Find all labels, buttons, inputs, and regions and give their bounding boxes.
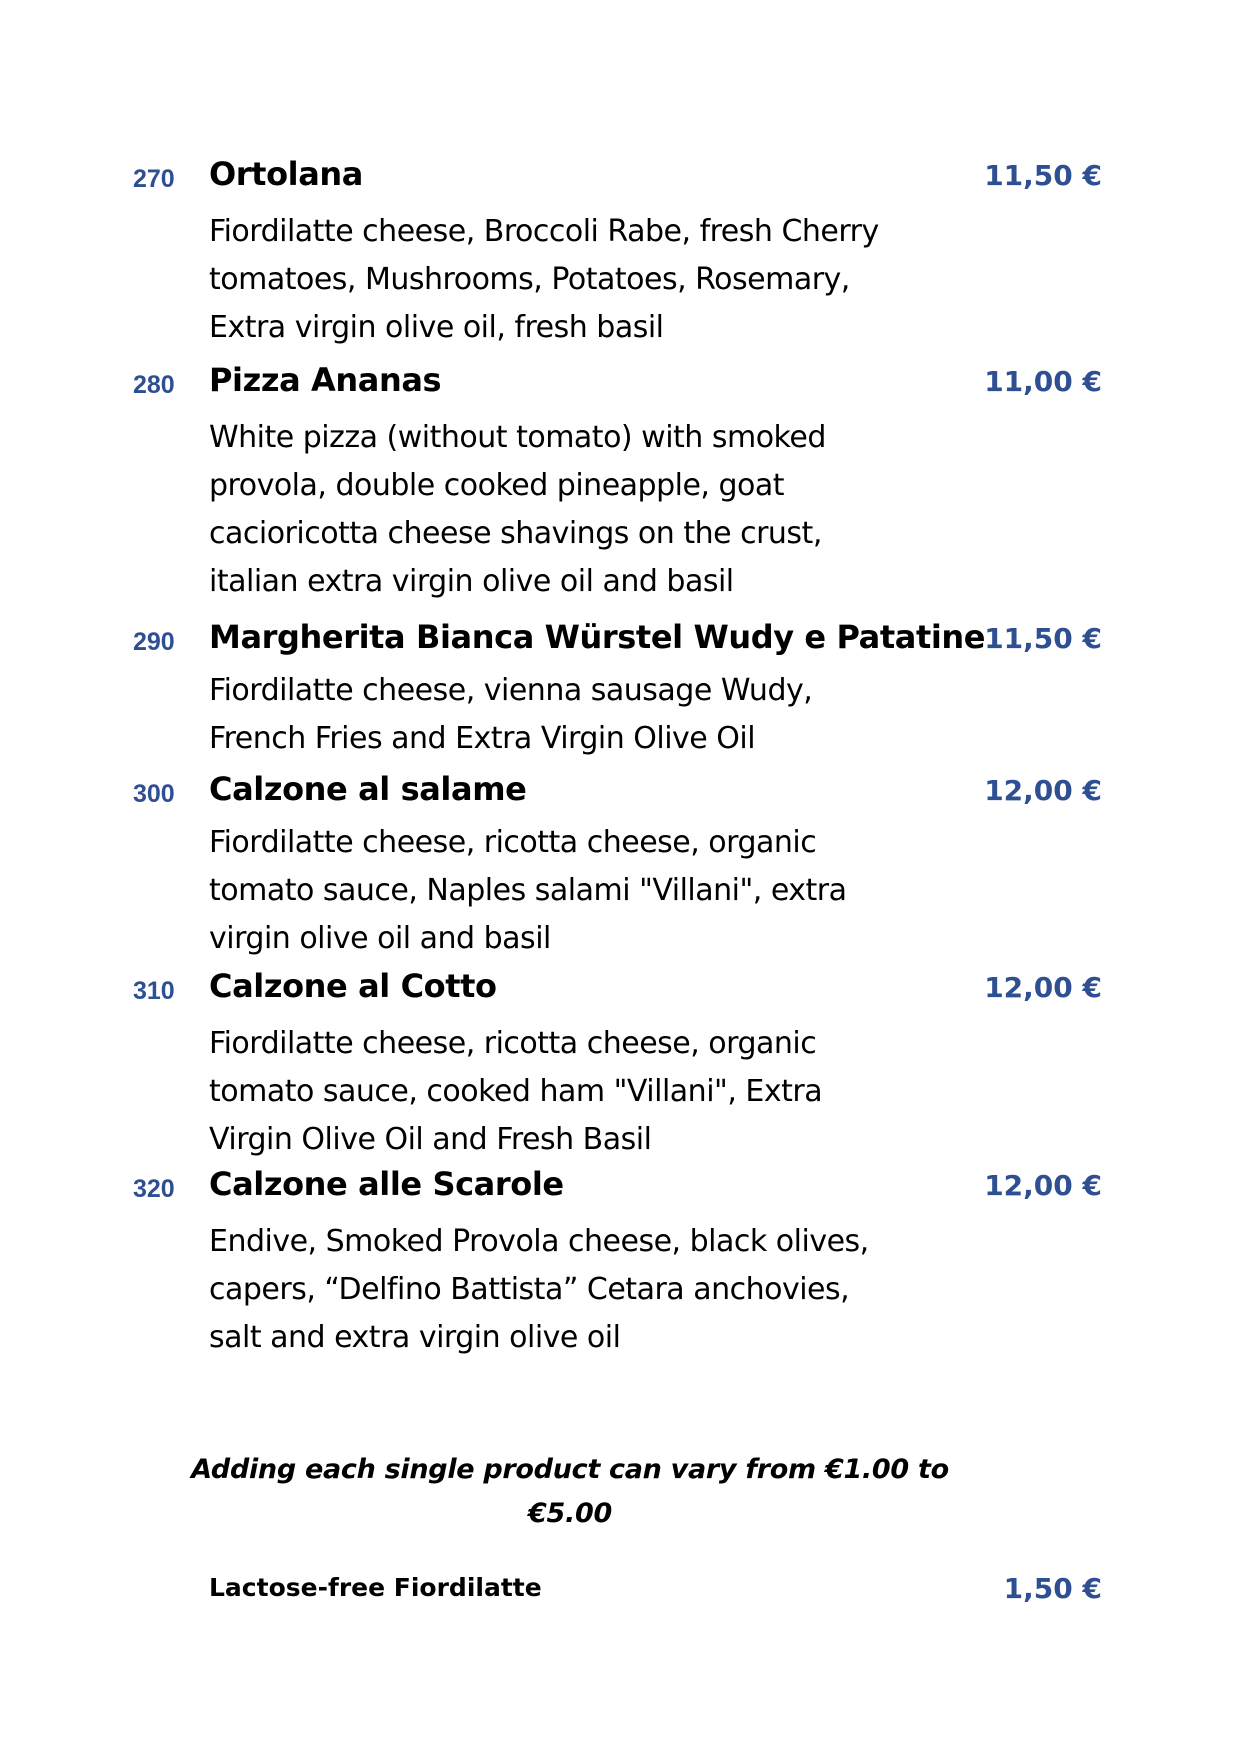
item-description: [209, 819, 969, 963]
item-price: 11,50 €: [984, 159, 1102, 192]
item-price: 12,00 €: [984, 774, 1102, 807]
note-line: €5.00: [528, 1498, 612, 1529]
description-line: tomato sauce, cooked ham "Villani", Extra: [209, 1074, 823, 1109]
item-number: 290: [133, 628, 175, 656]
item-number: 300: [133, 780, 175, 808]
note-line: Adding each single product can vary from €1.00 to: [191, 1454, 949, 1485]
item-price: 12,00 €: [984, 971, 1102, 1004]
description-line: cacioricotta cheese shavings on the crust,: [209, 516, 822, 551]
item-description: [209, 667, 969, 763]
price-note: [190, 1448, 950, 1536]
item-number: 320: [133, 1175, 175, 1203]
description-line: Fiordilatte cheese, Broccoli Rabe, fresh Cherry: [209, 214, 879, 249]
item-name: Margherita Bianca Würstel Wudy e Patatine: [209, 618, 986, 656]
item-name: Calzone al Cotto: [209, 967, 497, 1005]
item-name: Pizza Ananas: [209, 361, 442, 399]
item-number: 270: [133, 165, 175, 193]
item-number: 310: [133, 977, 175, 1005]
description-line: Extra virgin olive oil, fresh basil: [209, 310, 664, 345]
description-line: White pizza (without tomato) with smoked: [209, 420, 826, 455]
description-line: Fiordilatte cheese, ricotta cheese, organic: [209, 1026, 817, 1061]
item-price: 11,50 €: [984, 622, 1102, 655]
description-line: French Fries and Extra Virgin Olive Oil: [209, 721, 756, 756]
extra-item-price: 1,50 €: [1003, 1572, 1102, 1605]
description-line: Fiordilatte cheese, vienna sausage Wudy,: [209, 673, 813, 708]
description-line: virgin olive oil and basil: [209, 921, 551, 956]
description-line: salt and extra virgin olive oil: [209, 1320, 621, 1355]
item-description: [209, 1020, 969, 1164]
item-price: 11,00 €: [984, 365, 1102, 398]
description-line: Endive, Smoked Provola cheese, black olives,: [209, 1224, 869, 1259]
item-name: Calzone al salame: [209, 770, 527, 808]
description-line: italian extra virgin olive oil and basil: [209, 564, 734, 599]
item-price: 12,00 €: [984, 1169, 1102, 1202]
description-line: tomato sauce, Naples salami "Villani", extra: [209, 873, 847, 908]
item-description: [209, 208, 969, 352]
item-description: [209, 1218, 969, 1362]
description-line: Virgin Olive Oil and Fresh Basil: [209, 1122, 652, 1157]
item-name: Calzone alle Scarole: [209, 1165, 564, 1203]
description-line: tomatoes, Mushrooms, Potatoes, Rosemary,: [209, 262, 850, 297]
item-name: Ortolana: [209, 155, 364, 193]
description-line: capers, “Delfino Battista” Cetara anchovies,: [209, 1272, 850, 1307]
extra-item-name: Lactose-free Fiordilatte: [209, 1573, 542, 1602]
item-description: [209, 414, 969, 606]
item-number: 280: [133, 371, 175, 399]
description-line: Fiordilatte cheese, ricotta cheese, organic: [209, 825, 817, 860]
description-line: provola, double cooked pineapple, goat: [209, 468, 785, 503]
